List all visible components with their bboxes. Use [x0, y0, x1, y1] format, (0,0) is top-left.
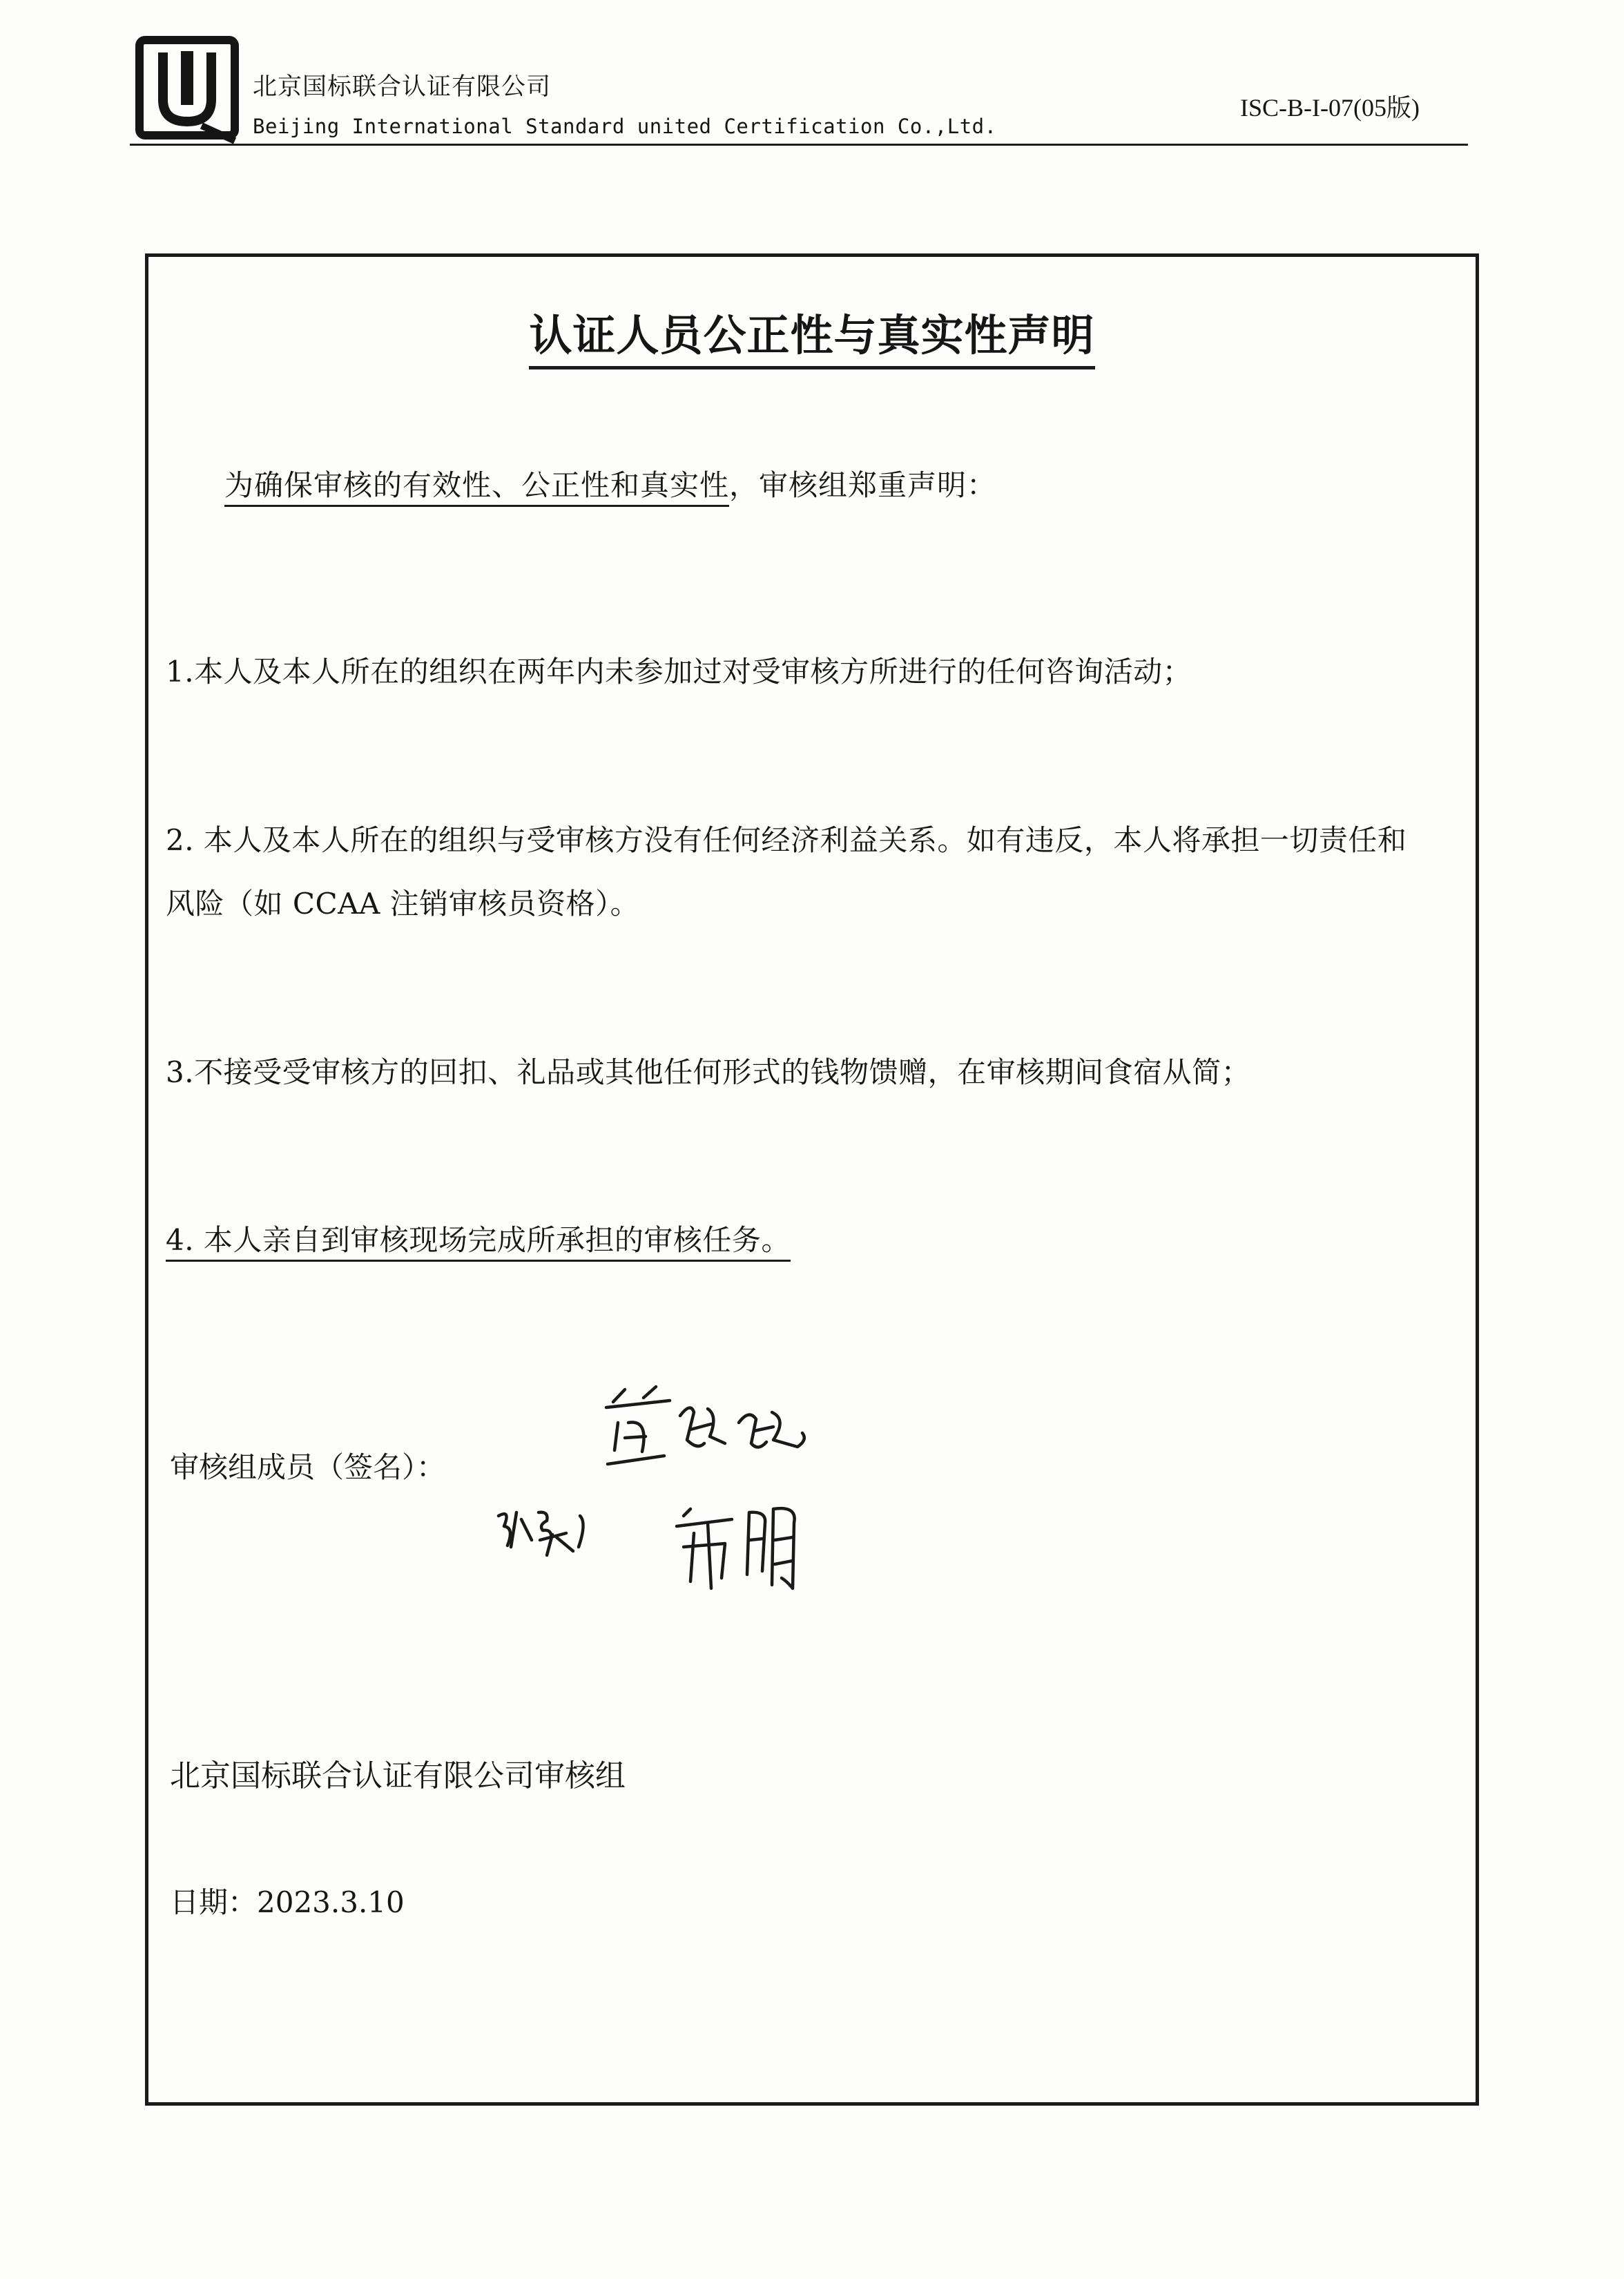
signature-fan-lingling: [606, 1387, 804, 1464]
declaration-item-2-line-1: 2. 本人及本人所在的组织与受审核方没有任何经济利益关系。如有违反，本人将承担一切责任和: [166, 823, 1407, 857]
company-name-cn: 北京国标联合认证有限公司: [253, 73, 552, 101]
declaration-item-4: 4. 本人亲自到审核现场完成所承担的审核任务。: [166, 1218, 791, 1259]
intro-rest: ，审核组郑重声明：: [729, 468, 997, 502]
declaration-item-3: 3.不接受受审核方的回扣、礼品或其他任何形式的钱物馈赠，在审核期间食宿从简；: [166, 1055, 1251, 1089]
header-divider: [130, 144, 1468, 146]
signature-label: 审核组成员（签名）：: [170, 1450, 446, 1484]
content-frame: [145, 253, 1479, 2106]
signature-zhang-hao: [499, 1512, 583, 1555]
declaration-item-1: 1.本人及本人所在的组织在两年内未参加过对受审核方所进行的任何咨询活动；: [166, 655, 1192, 689]
audit-team-company: 北京国标联合认证有限公司审核组: [170, 1758, 626, 1794]
declaration-item-2-line-2: 风险（如 CCAA 注销审核员资格）。: [166, 887, 640, 921]
intro-paragraph: [224, 463, 996, 504]
signature-chang-ming: [677, 1508, 795, 1588]
document-code: ISC-B-I-07(05版): [1240, 94, 1420, 122]
intro-underlined: 为确保审核的有效性、公正性和真实性: [224, 468, 729, 507]
handwritten-signatures: [483, 1374, 842, 1602]
declaration-date: 日期：2023.3.10: [170, 1885, 405, 1919]
document-title: 认证人员公正性与真实性声明: [0, 301, 1624, 363]
company-name-en: Beijing International Standard united Certification Co.,Ltd.: [253, 115, 997, 138]
company-logo-icon: [135, 36, 239, 145]
